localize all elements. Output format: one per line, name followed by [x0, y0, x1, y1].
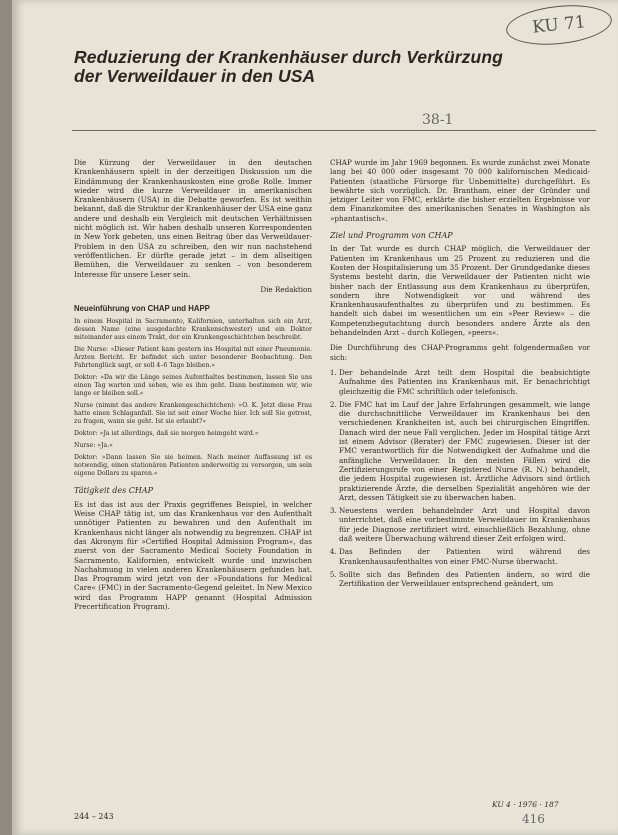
- title-line-1: Reduzierung der Krankenhäuser durch Verkürzung: [74, 47, 503, 67]
- archive-stamp: KU 71: [504, 1, 613, 50]
- list-item: 1. Der behandelnde Arzt teilt dem Hospital die beabsichtigte Aufnahme des Patienten ins Krankenhaus mit. Er benachrichtigt gleichzeitig die FMC schriftlich oder telefonisch.: [339, 368, 590, 396]
- dialogue-paragraph: Nurse (nimmt das andere Krankengeschichtchen): »O. K. Jetzt diese Frau hatte einen Schlaganfall. Sie ist seit einer Woche hier. Ich soll Sie getrost, zu fragen, wann sie geht. Ist sie erlaubt?«: [74, 402, 312, 426]
- handwritten-footer: 416: [522, 812, 545, 826]
- title-line-2: der Verweildauer in den USA: [74, 66, 316, 86]
- list-item: 2. Die FMC hat im Lauf der Jahre Erfahrungen gesammelt, wie lange die durchschnittliche Verweildauer im Krankenhaus bei den verschiedenen Krankheiten ist, auch bei chirurgischen Eingriffen. Danach wird der neue Fall verglichen. Jeder im Hospital tätige Arzt ist einem Advisor (Berater) der FMC zugewiesen. Dieser ist der FMC verantwortlich für die Notwendigkeit der Aufnahme und die anfängliche Verweildauer. In den meisten Fällen wird die Zertifizierungsrufe von einer Registered Nurse (R. N.) behandelt, die jedem Hospital zugewiesen ist. Ärztliche Advisors sind örtlich praktizierende Ärzte, die derselben Spezialität angehören wie der Arzt, dessen Tätigkeit sie zu überwachen haben.: [339, 400, 590, 502]
- right-subheading: Ziel und Programm von CHAP: [330, 231, 453, 241]
- handwritten-page-number: 38-1: [422, 112, 454, 128]
- section2-heading: Tätigkeit des CHAP: [74, 486, 154, 496]
- dialogue-paragraph: Doktor: »Dann lassen Sie sie heimen. Nach meiner Auffassung ist es notwendig, einen stationären Patienten anderweitig zu versorgen, um sein eigene Dollars zu sparen.«: [74, 454, 312, 478]
- list-item: 3. Neuestens werden behandelnder Arzt und Hospital davon unterrichtet, daß eine vorbestimmte Verweildauer im Krankenhaus für jede Diagnose zertifiziert wird, einschließlich Bezahlung, ohne daß weitere Überwachung während dieser Zeit erfolgen wird.: [339, 506, 590, 543]
- left-column: [74, 158, 312, 617]
- dialogue-paragraph: In einem Hospital in Sacramento, Kalifornien, unterhalten sich ein Arzt, dessen Name (eine ausgedachte Krankenschwester) und ein Doktor miteinander aus einem Trakt, der ein Krankengeschichtchen beschreibt.: [74, 318, 312, 342]
- intro-signature: Die Redaktion: [260, 284, 312, 294]
- list-item: 4. Das Befinden der Patienten wird während des Krankenhausaufenthaltes von einer FMC-Nurse überwacht.: [339, 547, 590, 566]
- dialogue-paragraph: Die Nurse: »Dieser Patient kam gestern ins Hospital mit einer Pneumonie. Ärzten Bericht. Er befindet sich unter besonderer Beobachtung. Den Fahrtenglück sagt, er soll 4–6 Tage bleiben.«: [74, 346, 312, 370]
- section1-heading: Neueinführung von CHAP und HAPP: [74, 304, 210, 314]
- intro-paragraph: Die Kürzung der Verweildauer in den deutschen Krankenhäusern spielt in der derzeitigen Diskussion um die Eindämmung der Krankenhauskosten eine große Rolle. Immer wieder wird die kurze Verweildauer in amerikanischen Krankenhäusern (USA) in die Debatte geworfen. Es ist weithin bekannt, daß die Struktur der Krankenhäuser der USA eine ganz andere und deshalb ein Vergleich mit deutschen Verhältnissen nicht möglich ist. Wir haben deshalb unseren Korrespondenten in New York gebeten, uns einen Beitrag über das Verweildauer-Problem in den USA zu schreiben, den wir nun nachstehend veröffentlichen. Er dürfte gerade jetzt – in dem allseitigen Bemühen, die Verweildauer zu senken – von besonderem Interesse für unsere Leser sein.: [74, 158, 312, 279]
- right-paragraph-1: CHAP wurde im Jahr 1969 begonnen. Es wurde zunächst zwei Monate lang bei 40 000 oder insgesamt 70 000 kalifornischen Medicaid-Patienten (staatliche Fürsorge für Unbemittelte) durchgeführt. Es bewährte sich vorzüglich. Dr. Brantham, einer der Gründer und jetziger Leiter von FMC, erklärte die bisher erzielten Ergebnisse vor dem Finanzkomitee des amerikanischen Senates in Washington als »phantastisch«.: [330, 158, 590, 223]
- dialogue-paragraph: Nurse: »Ja.«: [74, 442, 113, 450]
- right-column: [330, 158, 590, 592]
- dialogue-paragraph: Doktor: »Ja ist allerdings, daß sie morgen heimgeht wird.«: [74, 430, 259, 438]
- footer-page-ref: 244 – 243: [74, 812, 114, 821]
- list-item: 5. Sollte sich das Befinden des Patienten ändern, so wird die Zertifikation der Verweildauer entsprechend geändert, um: [339, 570, 590, 589]
- title-rule: [72, 130, 596, 131]
- right-paragraph-2: In der Tat wurde es durch CHAP möglich, die Verweildauer der Patienten im Krankenhaus um 25 Prozent zu reduzieren und die Kosten der Hospitalisierung um 35 Prozent. Der Grundgedanke dieses Systems besteht darin, die Verweildauer der Patienten nicht wie bisher nach der Entlassung aus dem Krankenhaus zu überprüfen, sondern ihre Notwendigkeit vor und während des Krankenhausaufenthaltes zu überprüfen und zu bestimmen. Es handelt sich dabei im wesentlichen um ein »Peer Review« – die Kompetenzbegutachtung durch besonders andere Ärzte als den behandelnden Arzt – durch Kollegen, »peers«.: [330, 244, 590, 338]
- right-paragraph-3: Die Durchführung des CHAP-Programms geht folgendermaßen vor sich:: [330, 343, 590, 362]
- footer-journal-ref: KU 4 · 1976 · 187: [492, 800, 559, 809]
- procedure-list: [330, 368, 590, 589]
- document-page: [12, 0, 618, 835]
- article-title: [74, 48, 503, 86]
- section1-dialogue: [74, 318, 312, 478]
- section2-paragraph: Es ist das ist aus der Praxis gegriffenes Beispiel, in welcher Weise CHAP tätig ist, um das Krankenhaus vor den Aufenthalt unnötiger Patienten zu bewahren und den Aufenthalt im Krankenhaus nicht länger als notwendig zu begrenzen. CHAP ist das Akronym für »Certified Hospital Admission Program«, das zuerst von der Sacramento Medical Society Foundation in Sacramento, Kalifornien, entwickelt wurde und inzwischen Nachahmung in vielen anderen Krankenhäusern gefunden hat. Das Programm wird jetzt von der »Foundations for Medical Care« (FMC) in der Sacramento-Gegend geleitet. In New Mexico wird das Programm HAPP genannt (Hospital Admission Precertification Program).: [74, 499, 312, 612]
- dialogue-paragraph: Doktor: »Da wir die Länge seines Aufenthaltes bestimmen, lassen Sie uns einen Tag warten und sehen, wie es ihm geht. Dann bestimmen wir, wie lange er bleiben soll.«: [74, 374, 312, 398]
